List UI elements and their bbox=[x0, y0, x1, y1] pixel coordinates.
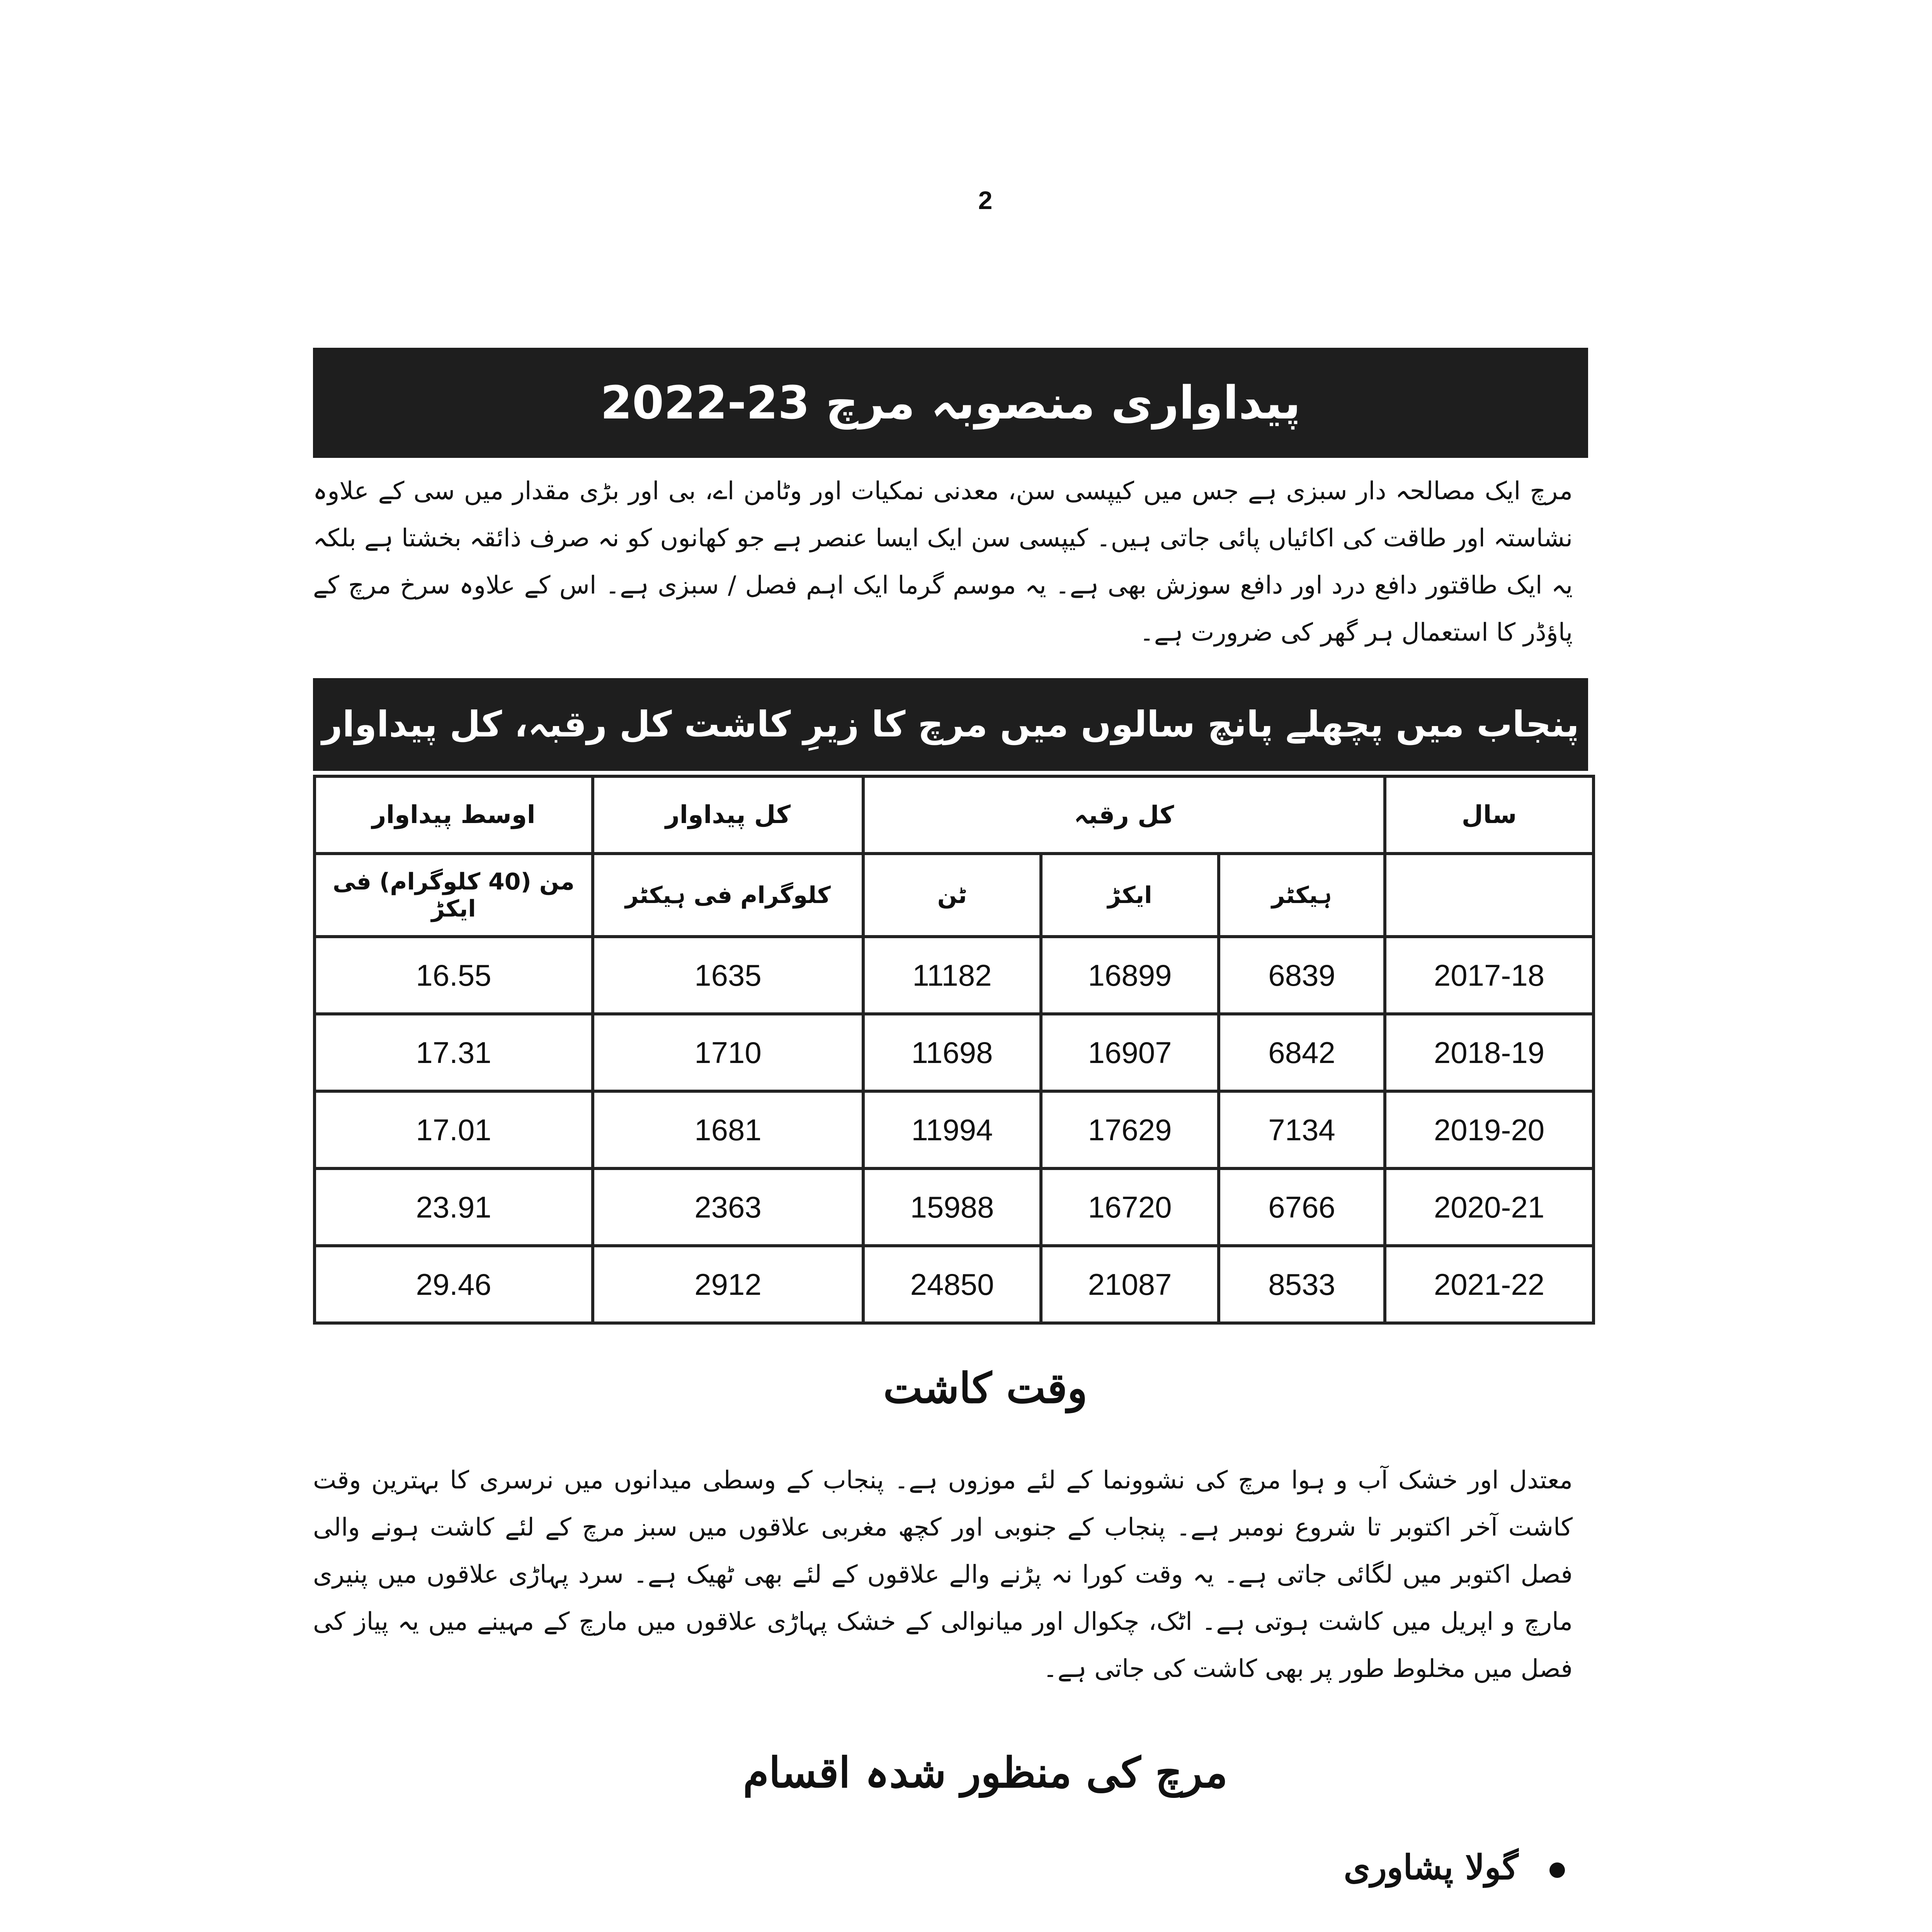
cell-acre: 16907 bbox=[1041, 1014, 1219, 1091]
unit-kg-per-hectare: کلوگرام فی ہیکٹر bbox=[593, 854, 863, 937]
cell-kg-per-hectare: 1635 bbox=[593, 937, 863, 1014]
unit-tonne: ٹن bbox=[863, 854, 1041, 937]
unit-acre: ایکڑ bbox=[1041, 854, 1219, 937]
cell-tonne: 11182 bbox=[863, 937, 1041, 1014]
cell-kg-per-hectare: 1710 bbox=[593, 1014, 863, 1091]
table-title-banner bbox=[313, 678, 1588, 838]
cell-maund-per-acre: 23.91 bbox=[315, 1168, 593, 1246]
variety-name: گولا پشاوری bbox=[1344, 1847, 1519, 1887]
approved-varieties-heading: مرچ کی منظور شدہ اقسام bbox=[743, 1748, 1228, 1797]
cell-tonne: 11698 bbox=[863, 1014, 1041, 1091]
unit-hectare: ہیکٹر bbox=[1219, 854, 1385, 937]
table-units-row bbox=[315, 854, 1594, 937]
cell-tonne: 24850 bbox=[863, 1246, 1041, 1323]
cell-year: 2021-22 bbox=[1385, 1246, 1594, 1323]
table-row bbox=[315, 1168, 1594, 1246]
cell-maund-per-acre: 29.46 bbox=[315, 1246, 593, 1323]
page-title: پیداواری منصوبہ مرچ 23-2022 bbox=[600, 376, 1301, 429]
header-average-yield: اوسط پیداوار bbox=[315, 776, 593, 854]
table-row bbox=[315, 1014, 1594, 1091]
page-title-banner bbox=[313, 348, 1588, 458]
table-row bbox=[315, 937, 1594, 1014]
header-total-production: کل پیداوار bbox=[593, 776, 863, 854]
table-title: پنجاب میں پچھلے پانچ سالوں میں مرچ کا زیرِ کاشت کل رقبہ، کل پیداوار اور اوسط پیداوار bbox=[322, 704, 1579, 838]
table-row bbox=[315, 1091, 1594, 1168]
cell-tonne: 11994 bbox=[863, 1091, 1041, 1168]
table-header-row bbox=[315, 776, 1594, 854]
sowing-paragraph: معتدل اور خشک آب و ہوا مرچ کی نشوونما کے لئے موزوں ہے۔ پنجاب کے وسطی میدانوں میں نرسری کا بہترین وقت کاشت آخر اکتوبر تا شروع نومبر ہے۔ پنجاب کے جنوبی اور کچھ مغربی علاقوں میں سبز مرچ کے لئے کاشت ہونے والی فصل اکتوبر میں لگائی جاتی ہے۔ یہ وقت کورا نہ پڑنے والے علاقوں کے لئے بھی ٹھیک ہے۔ سرد پہاڑی علاقوں میں پنیری مارچ و اپریل میں کاشت ہوتی ہے۔ اٹک، چکوال اور میانوالی کے خشک پہاڑی علاقوں میں مارچ کے مہینے میں یہ پیاز کی فصل میں مخلوط طور پر بھی کاشت کی جاتی ہے۔ bbox=[313, 1466, 1573, 1683]
table-row bbox=[315, 1246, 1594, 1323]
cell-maund-per-acre: 17.31 bbox=[315, 1014, 593, 1091]
cell-hectare: 6842 bbox=[1219, 1014, 1385, 1091]
cell-kg-per-hectare: 1681 bbox=[593, 1091, 863, 1168]
bullet-icon bbox=[1549, 1862, 1565, 1878]
cell-hectare: 6839 bbox=[1219, 937, 1385, 1014]
variety-item bbox=[1344, 1847, 1565, 1887]
unit-maund-per-acre: من (40 کلوگرام) فی ایکڑ bbox=[315, 854, 593, 937]
cell-acre: 16899 bbox=[1041, 937, 1219, 1014]
cell-hectare: 8533 bbox=[1219, 1246, 1385, 1323]
cell-maund-per-acre: 17.01 bbox=[315, 1091, 593, 1168]
header-total-area: کل رقبہ bbox=[863, 776, 1385, 854]
cell-acre: 21087 bbox=[1041, 1246, 1219, 1323]
cell-acre: 16720 bbox=[1041, 1168, 1219, 1246]
cell-hectare: 7134 bbox=[1219, 1091, 1385, 1168]
header-year: سال bbox=[1385, 776, 1594, 854]
cell-acre: 17629 bbox=[1041, 1091, 1219, 1168]
cell-kg-per-hectare: 2363 bbox=[593, 1168, 863, 1246]
sowing-time-heading: وقت کاشت bbox=[883, 1364, 1088, 1413]
cell-year: 2019-20 bbox=[1385, 1091, 1594, 1168]
unit-year bbox=[1385, 854, 1594, 937]
variety-description bbox=[313, 1926, 1522, 1932]
cell-hectare: 6766 bbox=[1219, 1168, 1385, 1246]
cell-year: 2018-19 bbox=[1385, 1014, 1594, 1091]
cell-year: 2020-21 bbox=[1385, 1168, 1594, 1246]
production-table bbox=[313, 775, 1595, 1325]
cell-kg-per-hectare: 2912 bbox=[593, 1246, 863, 1323]
page-number: 2 bbox=[978, 186, 993, 214]
cell-tonne: 15988 bbox=[863, 1168, 1041, 1246]
intro-paragraph: مرچ ایک مصالحہ دار سبزی ہے جس میں کیپسی سن، معدنی نمکیات اور وٹامن اے، بی اور بڑی مقدار میں سی کے علاوہ نشاستہ اور طاقت کی اکائیاں پائی جاتی ہیں۔ کیپسی سن ایک ایسا عنصر ہے جو کھانوں کو نہ صرف ذائقہ بخشتا ہے بلکہ یہ ایک طاقتور دافع درد اور دافع سوزش بھی ہے۔ یہ موسم گرما ایک اہم فصل / سبزی ہے۔ اس کے علاوہ سرخ مرچ کے پاؤڈر کا استعمال ہر گھر کی ضرورت ہے۔ bbox=[313, 477, 1573, 647]
cell-maund-per-acre: 16.55 bbox=[315, 937, 593, 1014]
cell-year: 2017-18 bbox=[1385, 937, 1594, 1014]
